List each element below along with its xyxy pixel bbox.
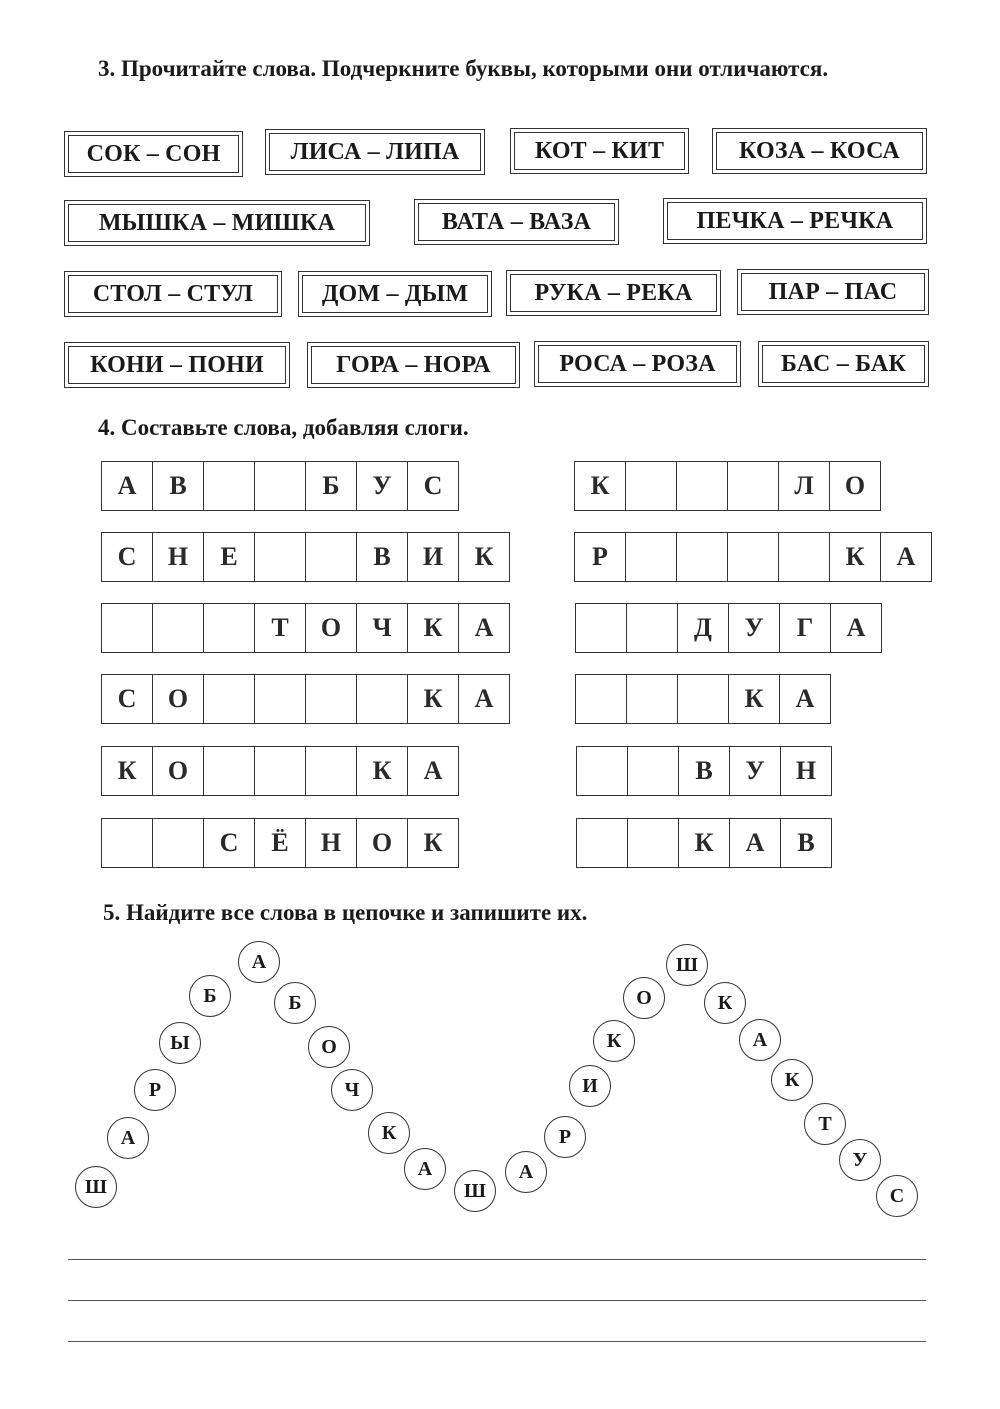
- letter-cell: О: [306, 604, 357, 652]
- word-pair: СОК – СОН: [68, 135, 239, 173]
- letter-cell: К: [459, 533, 510, 581]
- chain-letter: А: [404, 1148, 446, 1190]
- syllable-grid-right: [574, 461, 881, 511]
- chain-letter: О: [623, 977, 665, 1019]
- word-pair: РОСА – РОЗА: [538, 345, 737, 383]
- letter-cell: К: [102, 747, 153, 795]
- task-3-title: 3. Прочитайте слова. Подчеркните буквы, которыми они отличаются.: [98, 56, 829, 81]
- word-pair: ДОМ – ДЫМ: [302, 275, 488, 313]
- syllable-grid-right: [575, 603, 882, 653]
- letter-cell: К: [408, 675, 459, 723]
- empty-letter-cell[interactable]: [576, 675, 627, 723]
- empty-letter-cell[interactable]: [255, 533, 306, 581]
- letter-cell: Е: [204, 533, 255, 581]
- empty-letter-cell[interactable]: [204, 747, 255, 795]
- letter-cell: А: [730, 819, 781, 867]
- letter-cell: А: [831, 604, 882, 652]
- letter-cell: Д: [678, 604, 729, 652]
- letter-cell: О: [357, 819, 408, 867]
- empty-letter-cell[interactable]: [577, 819, 628, 867]
- letter-cell: А: [881, 533, 932, 581]
- empty-letter-cell[interactable]: [102, 604, 153, 652]
- letter-cell: Г: [780, 604, 831, 652]
- letter-cell: Т: [255, 604, 306, 652]
- letter-cell: К: [408, 604, 459, 652]
- chain-letter: К: [704, 982, 746, 1024]
- letter-cell: Л: [779, 462, 830, 510]
- letter-cell: У: [729, 604, 780, 652]
- letter-cell: В: [357, 533, 408, 581]
- empty-letter-cell[interactable]: [677, 462, 728, 510]
- syllable-grid-left: [101, 461, 459, 511]
- syllable-grid-right: [576, 818, 832, 868]
- empty-letter-cell[interactable]: [728, 533, 779, 581]
- chain-letter: Ш: [454, 1170, 496, 1212]
- letter-cell: К: [830, 533, 881, 581]
- chain-letter: Т: [804, 1103, 846, 1145]
- empty-letter-cell[interactable]: [627, 675, 678, 723]
- word-pair: ГОРА – НОРА: [311, 346, 516, 384]
- answer-line[interactable]: [68, 1259, 926, 1260]
- letter-cell: О: [153, 747, 204, 795]
- empty-letter-cell[interactable]: [728, 462, 779, 510]
- word-pair: ЛИСА – ЛИПА: [269, 133, 481, 171]
- chain-letter: С: [876, 1175, 918, 1217]
- empty-letter-cell[interactable]: [626, 533, 677, 581]
- chain-letter: Р: [544, 1116, 586, 1158]
- task-5-title: 5. Найдите все слова в цепочке и запишите их.: [103, 900, 588, 925]
- empty-letter-cell[interactable]: [306, 533, 357, 581]
- chain-letter: К: [593, 1020, 635, 1062]
- syllable-grid-left: [101, 532, 510, 582]
- syllable-grid-left: [101, 674, 510, 724]
- empty-letter-cell[interactable]: [306, 675, 357, 723]
- syllable-grid-left: [101, 818, 459, 868]
- letter-cell: С: [408, 462, 459, 510]
- empty-letter-cell[interactable]: [204, 462, 255, 510]
- letter-cell: Ё: [255, 819, 306, 867]
- empty-letter-cell[interactable]: [626, 462, 677, 510]
- answer-line[interactable]: [68, 1341, 926, 1342]
- letter-cell: К: [575, 462, 626, 510]
- letter-cell: К: [729, 675, 780, 723]
- letter-cell: А: [102, 462, 153, 510]
- chain-letter: Ш: [75, 1166, 117, 1208]
- letter-cell: У: [357, 462, 408, 510]
- word-pair: РУКА – РЕКА: [510, 274, 717, 312]
- chain-letter: И: [569, 1065, 611, 1107]
- letter-cell: Р: [575, 533, 626, 581]
- chain-letter: А: [238, 941, 280, 983]
- letter-cell: Н: [306, 819, 357, 867]
- letter-cell: В: [679, 747, 730, 795]
- empty-letter-cell[interactable]: [255, 675, 306, 723]
- empty-letter-cell[interactable]: [357, 675, 408, 723]
- chain-letter: К: [771, 1059, 813, 1101]
- letter-cell: А: [780, 675, 831, 723]
- word-pair: МЫШКА – МИШКА: [68, 204, 366, 242]
- empty-letter-cell[interactable]: [153, 819, 204, 867]
- empty-letter-cell[interactable]: [628, 747, 679, 795]
- letter-cell: Н: [781, 747, 832, 795]
- chain-letter: Б: [274, 982, 316, 1024]
- empty-letter-cell[interactable]: [255, 462, 306, 510]
- letter-cell: У: [730, 747, 781, 795]
- letter-cell: О: [153, 675, 204, 723]
- chain-letter: Ч: [331, 1069, 373, 1111]
- empty-letter-cell[interactable]: [677, 533, 728, 581]
- letter-cell: А: [459, 604, 510, 652]
- letter-cell: И: [408, 533, 459, 581]
- letter-cell: С: [204, 819, 255, 867]
- chain-letter: А: [107, 1117, 149, 1159]
- syllable-grid-left: [101, 603, 510, 653]
- syllable-grid-right: [574, 532, 932, 582]
- word-pair: СТОЛ – СТУЛ: [68, 275, 278, 313]
- letter-cell: К: [357, 747, 408, 795]
- word-pair: ПАР – ПАС: [741, 273, 925, 311]
- empty-letter-cell[interactable]: [204, 675, 255, 723]
- chain-letter: У: [839, 1139, 881, 1181]
- empty-letter-cell[interactable]: [255, 747, 306, 795]
- letter-cell: К: [408, 819, 459, 867]
- word-pair: ВАТА – ВАЗА: [418, 203, 615, 241]
- syllable-grid-right: [576, 746, 832, 796]
- syllable-grid-right: [575, 674, 831, 724]
- letter-cell: Б: [306, 462, 357, 510]
- letter-cell: К: [679, 819, 730, 867]
- empty-letter-cell[interactable]: [628, 819, 679, 867]
- empty-letter-cell[interactable]: [678, 675, 729, 723]
- chain-letter: Р: [134, 1069, 176, 1111]
- letter-cell: Н: [153, 533, 204, 581]
- empty-letter-cell[interactable]: [577, 747, 628, 795]
- word-pair: КОЗА – КОСА: [716, 132, 923, 170]
- word-pair: КОТ – КИТ: [514, 132, 685, 170]
- task-4-title: 4. Составьте слова, добавляя слоги.: [98, 415, 469, 440]
- word-pair: БАС – БАК: [762, 345, 925, 383]
- letter-cell: А: [459, 675, 510, 723]
- letter-cell: В: [781, 819, 832, 867]
- letter-cell: А: [408, 747, 459, 795]
- empty-letter-cell[interactable]: [779, 533, 830, 581]
- letter-cell: О: [830, 462, 881, 510]
- letter-cell: С: [102, 533, 153, 581]
- letter-cell: Ч: [357, 604, 408, 652]
- empty-letter-cell[interactable]: [153, 604, 204, 652]
- word-pair: КОНИ – ПОНИ: [68, 346, 286, 384]
- chain-letter: Ш: [666, 944, 708, 986]
- letter-cell: В: [153, 462, 204, 510]
- word-pair: ПЕЧКА – РЕЧКА: [667, 202, 923, 240]
- chain-letter: О: [308, 1026, 350, 1068]
- empty-letter-cell[interactable]: [102, 819, 153, 867]
- syllable-grid-left: [101, 746, 459, 796]
- letter-cell: С: [102, 675, 153, 723]
- chain-letter: А: [505, 1151, 547, 1193]
- chain-letter: Б: [189, 975, 231, 1017]
- answer-line[interactable]: [68, 1300, 926, 1301]
- empty-letter-cell[interactable]: [306, 747, 357, 795]
- empty-letter-cell[interactable]: [576, 604, 627, 652]
- chain-letter: Ы: [159, 1022, 201, 1064]
- empty-letter-cell[interactable]: [204, 604, 255, 652]
- chain-letter: А: [739, 1019, 781, 1061]
- empty-letter-cell[interactable]: [627, 604, 678, 652]
- chain-letter: К: [368, 1112, 410, 1154]
